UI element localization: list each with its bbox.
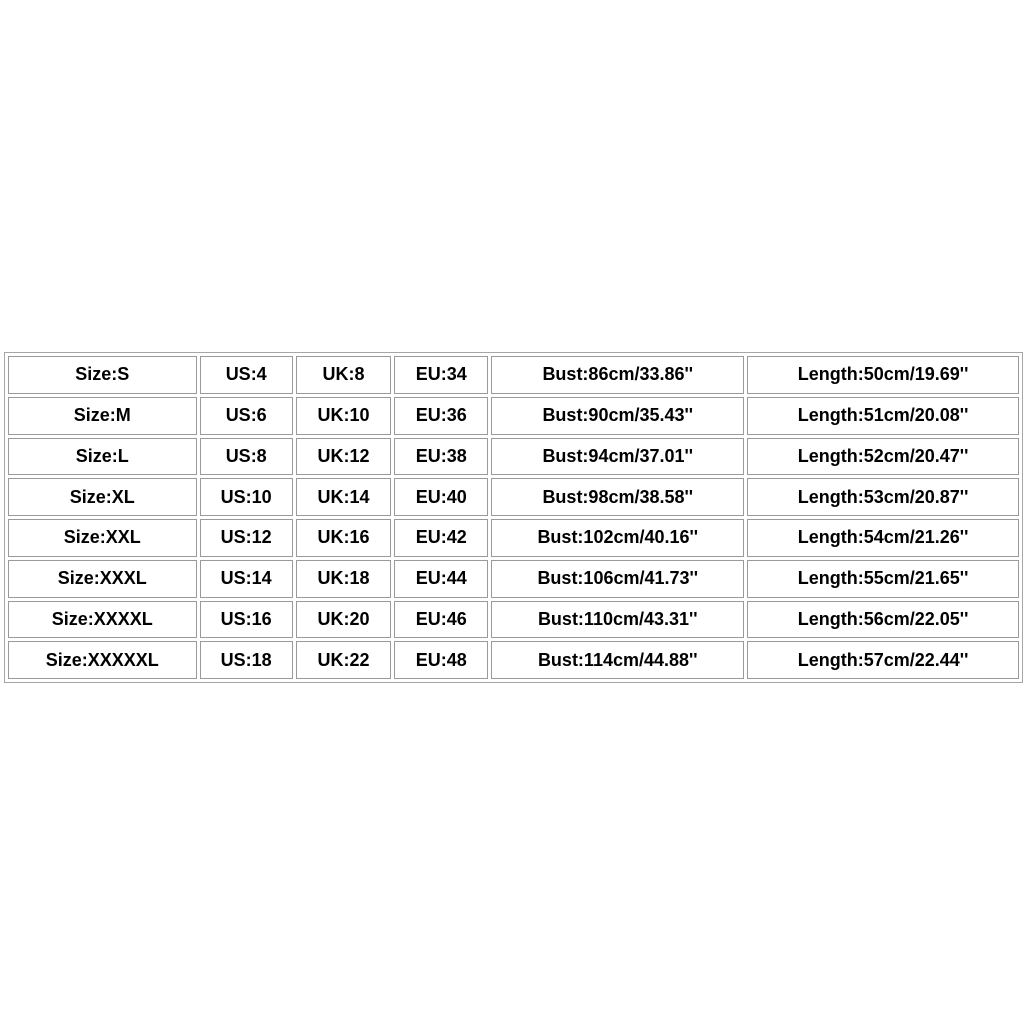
eu-size-cell: EU:38: [394, 438, 488, 476]
eu-size-cell: EU:48: [394, 641, 488, 679]
eu-size-cell: EU:46: [394, 601, 488, 639]
us-size-cell: US:12: [200, 519, 293, 557]
length-cell: Length:51cm/20.08'': [747, 397, 1019, 435]
eu-size-cell: EU:34: [394, 356, 488, 394]
eu-size-cell: EU:36: [394, 397, 488, 435]
bust-cell: Bust:114cm/44.88'': [491, 641, 744, 679]
uk-size-cell: UK:10: [296, 397, 391, 435]
size-cell: Size:XXXXL: [8, 601, 197, 639]
size-cell: Size:M: [8, 397, 197, 435]
us-size-cell: US:4: [200, 356, 293, 394]
size-chart-body: [8, 356, 1019, 679]
eu-size-cell: EU:44: [394, 560, 488, 598]
length-cell: Length:50cm/19.69'': [747, 356, 1019, 394]
bust-cell: Bust:94cm/37.01'': [491, 438, 744, 476]
uk-size-cell: UK:20: [296, 601, 391, 639]
table-row: [8, 641, 1019, 679]
size-cell: Size:XXXXXL: [8, 641, 197, 679]
uk-size-cell: UK:16: [296, 519, 391, 557]
us-size-cell: US:10: [200, 478, 293, 516]
bust-cell: Bust:86cm/33.86'': [491, 356, 744, 394]
length-cell: Length:52cm/20.47'': [747, 438, 1019, 476]
uk-size-cell: UK:14: [296, 478, 391, 516]
size-chart-table: [5, 353, 1022, 682]
table-row: [8, 478, 1019, 516]
size-cell: Size:S: [8, 356, 197, 394]
bust-cell: Bust:102cm/40.16'': [491, 519, 744, 557]
table-row: [8, 519, 1019, 557]
length-cell: Length:55cm/21.65'': [747, 560, 1019, 598]
size-cell: Size:XXXL: [8, 560, 197, 598]
us-size-cell: US:8: [200, 438, 293, 476]
us-size-cell: US:6: [200, 397, 293, 435]
length-cell: Length:53cm/20.87'': [747, 478, 1019, 516]
uk-size-cell: UK:22: [296, 641, 391, 679]
uk-size-cell: UK:18: [296, 560, 391, 598]
table-row: [8, 438, 1019, 476]
length-cell: Length:54cm/21.26'': [747, 519, 1019, 557]
us-size-cell: US:16: [200, 601, 293, 639]
bust-cell: Bust:106cm/41.73'': [491, 560, 744, 598]
uk-size-cell: UK:8: [296, 356, 391, 394]
table-row: [8, 560, 1019, 598]
size-cell: Size:L: [8, 438, 197, 476]
us-size-cell: US:18: [200, 641, 293, 679]
table-row: [8, 356, 1019, 394]
bust-cell: Bust:98cm/38.58'': [491, 478, 744, 516]
table-row: [8, 601, 1019, 639]
eu-size-cell: EU:42: [394, 519, 488, 557]
eu-size-cell: EU:40: [394, 478, 488, 516]
size-cell: Size:XXL: [8, 519, 197, 557]
bust-cell: Bust:90cm/35.43'': [491, 397, 744, 435]
size-chart: [4, 352, 1023, 683]
table-row: [8, 397, 1019, 435]
uk-size-cell: UK:12: [296, 438, 391, 476]
us-size-cell: US:14: [200, 560, 293, 598]
length-cell: Length:57cm/22.44'': [747, 641, 1019, 679]
bust-cell: Bust:110cm/43.31'': [491, 601, 744, 639]
length-cell: Length:56cm/22.05'': [747, 601, 1019, 639]
size-cell: Size:XL: [8, 478, 197, 516]
